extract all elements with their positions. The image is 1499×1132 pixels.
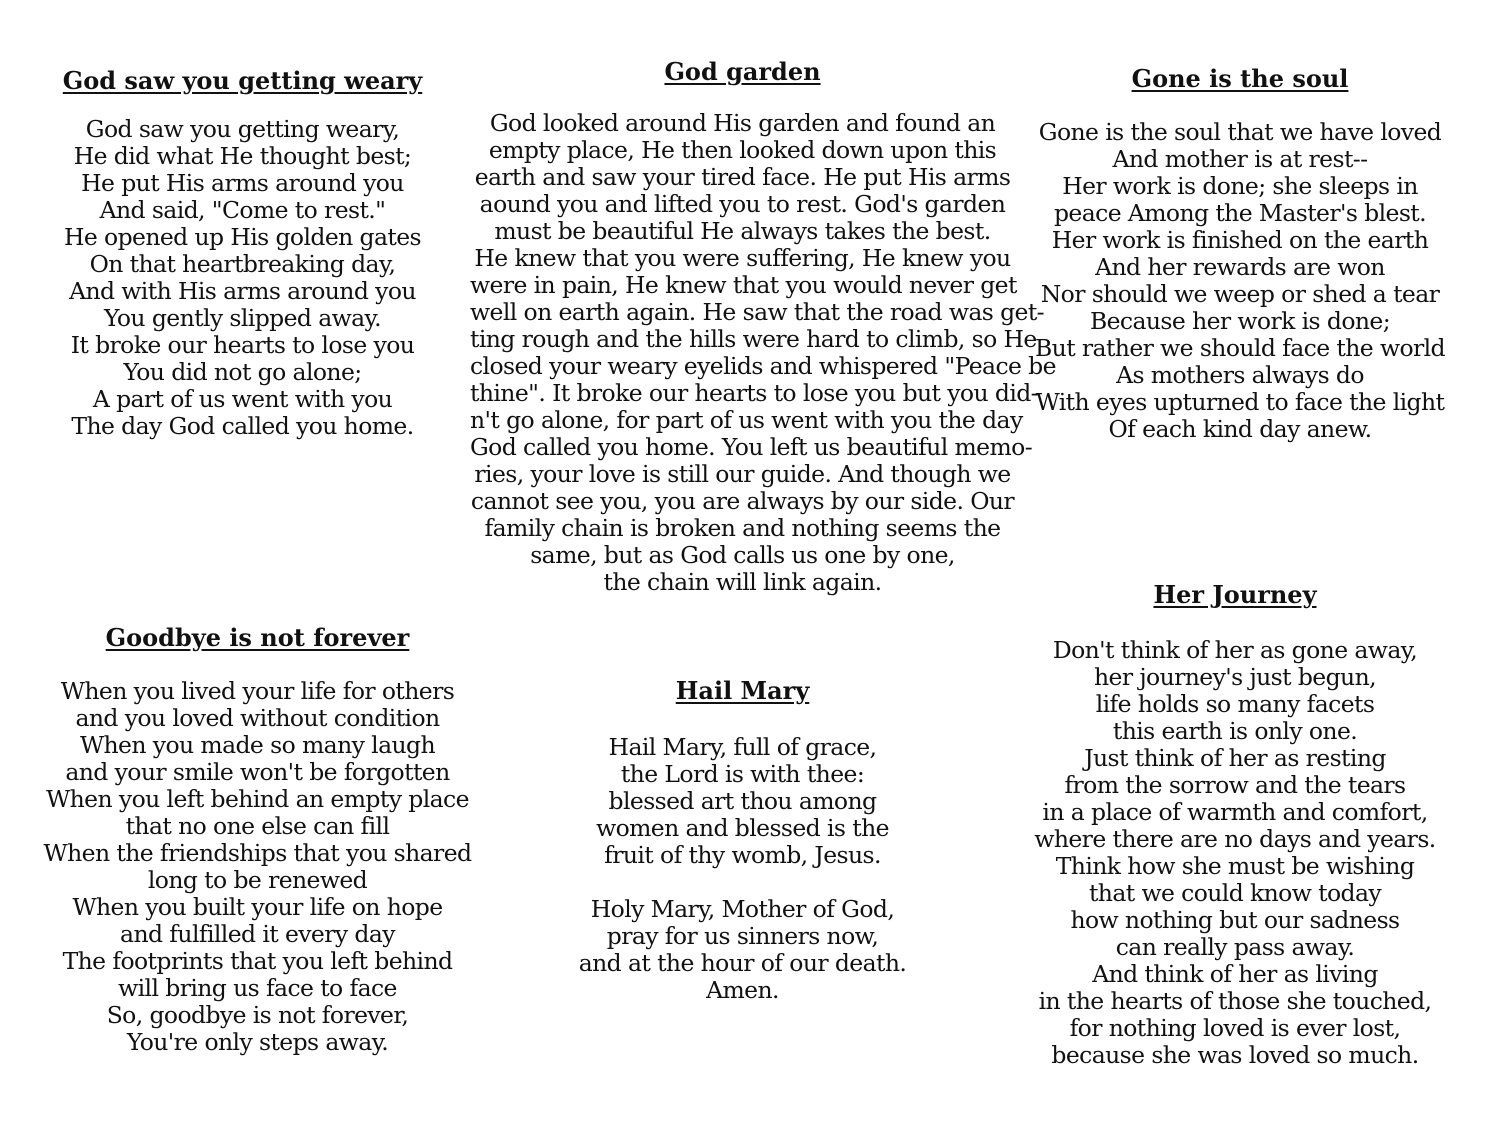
poem-line: family chain is broken and nothing seems the — [484, 514, 1001, 542]
poem-line: He opened up His golden gates — [63, 223, 422, 251]
poem-line: Gone is the soul that we have loved — [1038, 118, 1442, 146]
poem-line: must be beautiful He always takes the best. — [494, 217, 991, 245]
poem-line: When you built your life on hope — [72, 893, 443, 921]
poem-line: The footprints that you left behind — [62, 947, 453, 975]
poem-line: Hail Mary, full of grace, — [608, 733, 877, 761]
poem-line: life holds so many facets — [1095, 690, 1375, 718]
poem-line: will bring us face to face — [118, 974, 397, 1002]
poem-line: Don't think of her as gone away, — [1052, 636, 1418, 664]
poem-line: But rather we should face the world — [1034, 334, 1445, 362]
poem-line: It broke our hearts to lose you — [70, 331, 415, 359]
poem-title: Her Journey — [1153, 580, 1317, 609]
poem-line: this earth is only one. — [1112, 717, 1358, 745]
poem-line: Her work is finished on the earth — [1051, 226, 1429, 254]
poem-line: God called you home. You left us beautiful memo- — [470, 433, 1033, 461]
poem-gone-is-the-soul — [1030, 64, 1450, 443]
poem-title: Hail Mary — [675, 676, 810, 705]
poem-line: women and blessed is the — [596, 814, 889, 842]
poem-line: thine". It broke our hearts to lose you but you did- — [470, 379, 1039, 407]
poem-title: God garden — [664, 57, 821, 86]
poem-god-garden — [470, 57, 1056, 596]
poem-line: n't go alone, for part of us went with you the day — [470, 406, 1023, 434]
poem-line: Of each kind day anew. — [1108, 415, 1372, 443]
poem-line: He did what He thought best; — [73, 142, 412, 170]
poem-line: long to be renewed — [147, 866, 368, 894]
poem-line: how nothing but our sadness — [1070, 906, 1400, 934]
poem-line: Think how she must be wishing — [1055, 852, 1415, 880]
poem-line: Nor should we weep or shed a tear — [1040, 280, 1440, 308]
poem-body — [1030, 119, 1450, 443]
poem-body — [1030, 637, 1440, 1069]
poem-line: peace Among the Master's blest. — [1053, 199, 1427, 227]
poem-line: ting rough and the hills were hard to climb, so He — [470, 325, 1037, 353]
poem-line: fruit of thy womb, Jesus. — [604, 841, 881, 869]
poem-line: ries, your love is still our guide. And though we — [474, 460, 1011, 488]
poem-line: in the hearts of those she touched, — [1038, 987, 1432, 1015]
poem-line: God looked around His garden and found an — [489, 109, 996, 137]
poem-line: same, but as God calls us one by one, — [530, 541, 955, 569]
poem-line: With eyes upturned to face the light — [1035, 388, 1445, 416]
poem-line: And said, "Come to rest." — [99, 196, 386, 224]
poem-goodbye-is-not-forever — [40, 623, 475, 1056]
poem-line: pray for us sinners now, — [606, 922, 879, 950]
poem-line: When you made so many laugh — [79, 731, 436, 759]
poem-line: When the friendships that you shared — [43, 839, 472, 867]
poem-line: You're only steps away. — [126, 1028, 389, 1056]
poem-line: because she was loved so much. — [1051, 1041, 1419, 1069]
poem-line: On that heartbreaking day, — [89, 250, 396, 278]
poem-line: He knew that you were suffering, He knew you — [474, 244, 1011, 272]
poem-line: earth and saw your tired face. He put His arms — [474, 163, 1011, 191]
poem-line: Holy Mary, Mother of God, — [590, 895, 895, 923]
poem-line: When you left behind an empty place — [46, 785, 469, 813]
poem-line: in a place of warmth and comfort, — [1042, 798, 1428, 826]
poem-line: and at the hour of our death. — [578, 949, 907, 977]
poem-god-saw-you-getting-weary — [40, 66, 445, 440]
poem-line: You gently slipped away. — [104, 304, 381, 332]
poem-line: And mother is at rest-- — [1112, 145, 1368, 173]
poem-line: her journey's just begun, — [1094, 663, 1376, 691]
poem-title: God saw you getting weary — [62, 66, 423, 95]
poem-line: and fulfilled it every day — [120, 920, 395, 948]
poem-line: that no one else can fill — [125, 812, 390, 840]
poem-line: the Lord is with thee: — [620, 760, 865, 788]
poem-line: Her work is done; she sleeps in — [1062, 172, 1418, 200]
poem-line: And with His arms around you — [69, 277, 416, 305]
poem-title: Goodbye is not forever — [105, 623, 410, 652]
poem-her-journey — [1030, 580, 1440, 1069]
poem-line: well on earth again. He saw that the road was get- — [470, 298, 1045, 326]
poem-line: and your smile won't be forgotten — [65, 758, 450, 786]
poem-line: A part of us went with you — [92, 385, 393, 413]
poem-line: And think of her as living — [1092, 960, 1378, 988]
poem-line: He put His arms around you — [81, 169, 404, 197]
poem-line: can really pass away. — [1115, 933, 1355, 961]
poem-line: that we could know today — [1088, 879, 1382, 907]
poem-line: where there are no days and years. — [1034, 825, 1436, 853]
poem-line: aound you and lifted you to rest. God's garden — [479, 190, 1006, 218]
poem-line: for nothing loved is ever lost, — [1069, 1014, 1401, 1042]
poem-line: closed your weary eyelids and whispered "Peace be — [470, 352, 1056, 380]
poem-line: And her rewards are won — [1095, 253, 1385, 281]
poem-body — [470, 109, 1056, 596]
poem-line: As mothers always do — [1116, 361, 1364, 389]
poem-line: God saw you getting weary, — [85, 115, 400, 143]
poem-body — [40, 678, 475, 1056]
poem-line: from the sorrow and the tears — [1064, 771, 1406, 799]
poem-line: The day God called you home. — [71, 412, 414, 440]
poem-line: empty place, He then looked down upon this — [488, 136, 997, 164]
poem-line: the chain will link again. — [603, 568, 882, 596]
poem-line: cannot see you, you are always by our side. Our — [470, 487, 1015, 515]
poem-title: Gone is the soul — [1131, 64, 1349, 93]
poem-hail-mary — [560, 676, 925, 1004]
poem-line: were in pain, He knew that you would never get — [470, 271, 1017, 299]
poem-body — [560, 734, 925, 1004]
poem-line: You did not go alone; — [123, 358, 362, 386]
poem-body — [40, 116, 445, 440]
poem-line: Because her work is done; — [1089, 307, 1391, 335]
poem-line: blessed art thou among — [608, 787, 877, 815]
poem-line — [560, 869, 925, 896]
poem-line: So, goodbye is not forever, — [106, 1001, 409, 1029]
poem-line: and you loved without condition — [75, 704, 440, 732]
poem-line: Just think of her as resting — [1084, 744, 1386, 772]
poem-line: When you lived your life for others — [60, 677, 455, 705]
poem-line: Amen. — [706, 976, 779, 1004]
